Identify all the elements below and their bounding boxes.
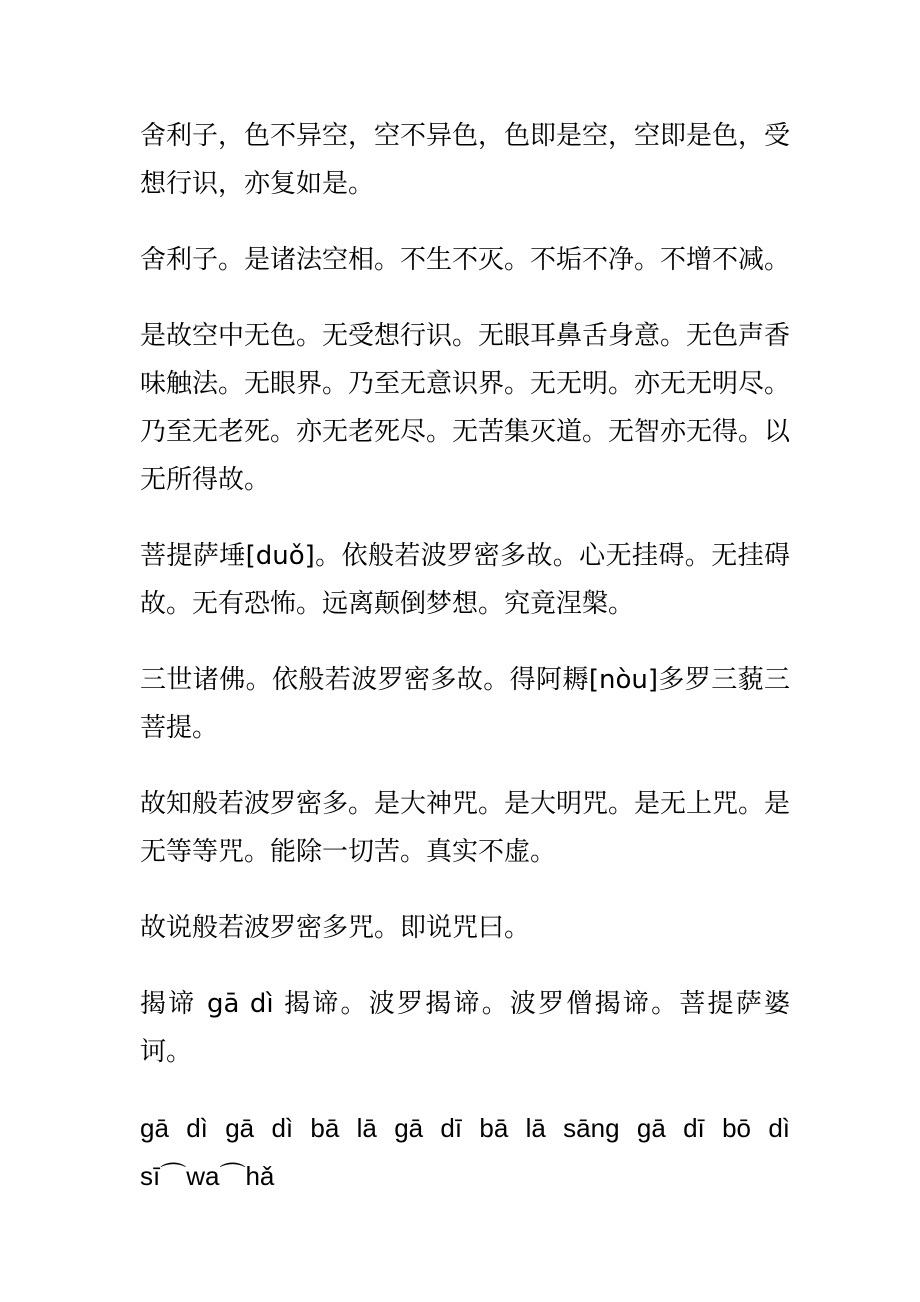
paragraph-7: 故说般若波罗密多咒。即说咒曰。 xyxy=(140,913,531,943)
document-page xyxy=(140,112,790,1228)
paragraph-5: 三世诸佛。依般若波罗密多故。得阿耨[nòu]多罗三藐三菩提。 xyxy=(140,665,790,743)
paragraph-2: 舍利子。是诸法空相。不生不灭。不垢不净。不增不减。 xyxy=(140,245,791,275)
paragraph-4: 菩提萨埵[duǒ]。依般若波罗密多故。心无挂碍。无挂碍故。无有恐怖。远离颠倒梦想。究竟涅槃。 xyxy=(140,541,790,619)
paragraph-1: 舍利子，色不异空，空不异色，色即是空，空即是色，受想行识，亦复如是。 xyxy=(140,121,791,199)
paragraph-pinyin: gā dì gā dì bā lā gā dī bā lā sāng gā dī bō dì sī⌒wa⌒hǎ xyxy=(140,1113,790,1191)
paragraph-8: 揭谛 gā dì 揭谛。波罗揭谛。波罗僧揭谛。菩提萨婆诃。 xyxy=(140,989,790,1067)
paragraph-3: 是故空中无色。无受想行识。无眼耳鼻舌身意。无色声香味触法。无眼界。乃至无意识界。无无明。亦无无明尽。乃至无老死。亦无老死尽。无苦集灭道。无智亦无得。以无所得故。 xyxy=(140,321,791,495)
paragraph-6: 故知般若波罗密多。是大神咒。是大明咒。是无上咒。是无等等咒。能除一切苦。真实不虚。 xyxy=(140,789,791,867)
